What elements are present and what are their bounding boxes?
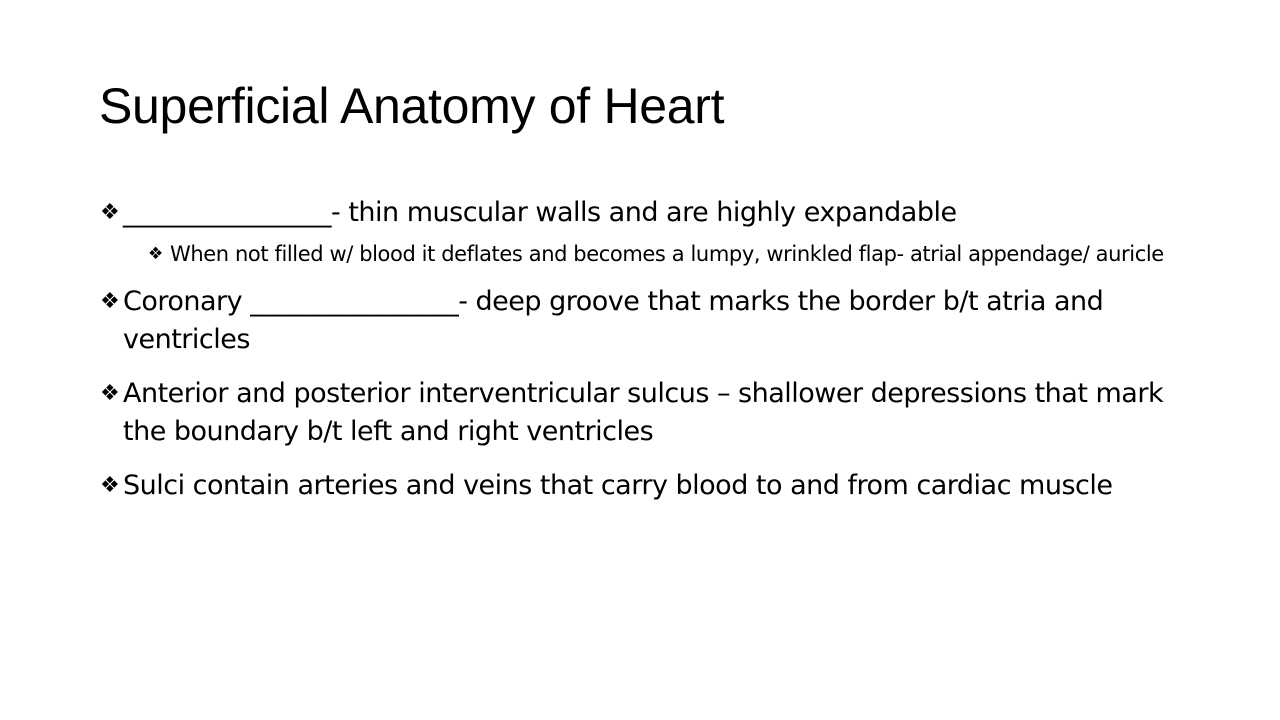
- slide-body: [100, 194, 1180, 521]
- diamond-bullet-icon: ❖: [100, 381, 120, 406]
- bullet-text: Anterior and posterior interventricular sulcus – shallower depressions that mark the boundary b/t left and right ventricles: [123, 378, 1164, 447]
- diamond-bullet-icon: ❖: [100, 473, 120, 498]
- bullet-text: When not filled w/ blood it deflates and becomes a lumpy, wrinkled flap- atrial appendage/ auricle: [170, 242, 1164, 266]
- bullet-coronary-sulcus: [100, 283, 1180, 359]
- bullet-text: Coronary ________________- deep groove that marks the border b/t atria and ventricles: [123, 286, 1104, 355]
- bullet-text: ________________- thin muscular walls and are highly expandable: [123, 197, 957, 228]
- sub-bullet-auricle: [148, 239, 1180, 269]
- diamond-bullet-icon: ❖: [100, 289, 120, 314]
- bullet-interventricular-sulcus: [100, 375, 1180, 451]
- diamond-bullet-icon: ❖: [148, 244, 163, 264]
- diamond-bullet-icon: ❖: [100, 200, 120, 225]
- bullet-sulci-vessels: [100, 467, 1180, 505]
- bullet-atria: [100, 194, 1180, 232]
- slide-title: Superficial Anatomy of Heart: [99, 78, 725, 134]
- bullet-text: Sulci contain arteries and veins that carry blood to and from cardiac muscle: [123, 470, 1113, 501]
